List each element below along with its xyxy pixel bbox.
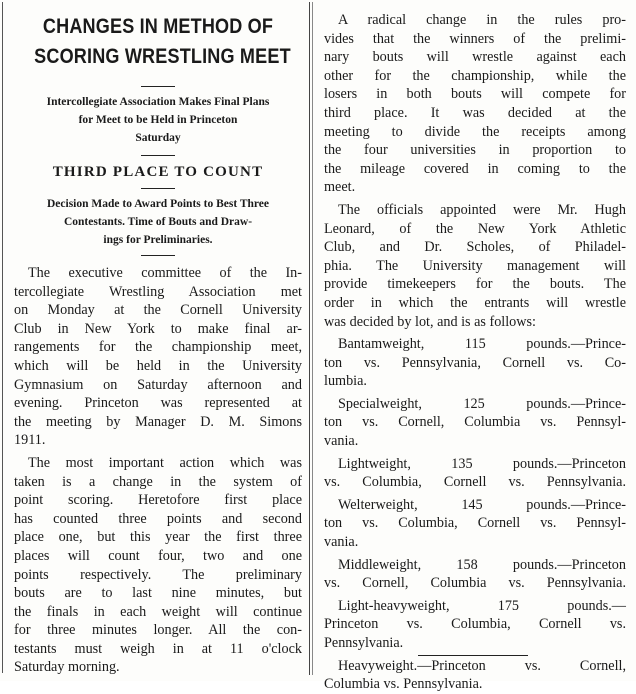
first-deck-line: for Meet to be Held in Princeton [78,114,238,126]
headline [34,12,291,72]
body-paragraph [324,11,626,197]
end-of-article-rule [418,655,528,656]
weight-class-entry [324,455,626,492]
text-line: meet. [324,179,356,196]
column-divider [309,2,310,675]
weight-class-entry [324,496,626,552]
weight-class-entry [324,597,626,653]
body-paragraph [14,454,302,677]
headline-line-1: CHANGES IN METHOD OF [42,15,274,38]
text-line: the meeting by Manager D. M. Simons [14,413,302,430]
text-line: Club in New York to make final ar- [14,320,302,337]
text-line: points respectively. The preliminary [14,566,302,583]
text-line: 1911. [14,432,46,449]
text-line: testants must weigh in at 11 o'clock [14,640,302,657]
weight-class-entry [324,395,626,451]
text-line: nary bouts will wrestle against each [324,49,626,66]
second-deck-line: ings for Preliminaries. [103,234,213,246]
text-line: Light-heavyweight, 175 pounds.— [338,597,626,614]
first-deck-line: Intercollegiate Association Makes Final Plans [46,96,270,108]
text-line: Gymnasium on Saturday afternoon and [14,376,302,393]
text-line: Club, and Dr. Scholes, of Philadel- [324,239,626,256]
left-column-border [2,2,3,673]
text-line: Leonard, of the New York Athletic [324,220,626,237]
headline-line-2: SCORING WRESTLING MEET [34,45,291,68]
text-line: for three minutes longer. All the con- [14,622,302,639]
text-line: The most important action which was [28,454,302,471]
text-line: vs. Columbia, Cornell vs. Pennsylvania. [324,474,626,491]
text-line: The officials appointed were Mr. Hugh [338,201,626,218]
right-column [324,0,626,694]
body-paragraph [14,264,302,450]
weight-class-entry [324,335,626,391]
text-line: The executive committee of the In- [28,265,302,281]
subhead: THIRD PLACE TO COUNT [52,164,264,180]
text-line: A radical change in the rules pro- [338,12,626,28]
second-deck [14,195,302,249]
body-paragraph [324,201,626,331]
text-line: third place. It was decided at the [324,104,626,121]
text-line: meeting to divide the receipts among [324,123,626,140]
text-line: phia. The University management will [324,257,626,274]
left-column [14,0,302,677]
text-line: point scoring. Heretofore first place [14,492,302,509]
text-line: rangements for the championship meet, [14,339,302,356]
second-deck-line: Contestants. Time of Bouts and Draw- [63,216,253,228]
text-line: vs. Cornell, Columbia vs. Pennsylvania. [324,575,626,592]
text-line: the mileage covered in coming to the [324,160,626,177]
text-line: the four universities in proportion to [324,142,626,159]
text-line: Heavyweight.—Princeton vs. Cornell, [338,657,626,674]
text-line: other for the championship, while the [324,67,626,84]
text-line: Lightweight, 135 pounds.—Princeton [338,455,626,472]
text-line: Bantamweight, 115 pounds.—Prince- [338,336,626,353]
text-line: was decided by lot, and is as follows: [324,313,536,330]
text-line: which will be held in the University [14,357,302,374]
weight-class-entry [324,556,626,593]
text-line: taken is a change in the system of [14,473,302,490]
text-line: ton vs. Cornell, Columbia vs. Pennsyl- [324,414,626,431]
text-line: ton vs. Pennsylvania, Cornell vs. Co- [324,354,626,371]
text-line: Welterweight, 145 pounds.—Prince- [338,496,626,513]
first-deck-line: Saturday [135,132,181,144]
text-line: places will count four, two and one [14,547,302,564]
text-line: lumbia. [324,373,367,390]
weight-class-entry [324,657,626,694]
text-line: provide timekeepers for the bouts. The [324,276,626,293]
text-line: the finals in each weight will continue [14,603,302,620]
text-line: vania. [324,534,359,551]
text-line: Specialweight, 125 pounds.—Prince- [338,395,626,412]
text-line: Pennsylvania. [324,635,404,651]
text-line: bouts are to last nine minutes, but [14,585,302,602]
first-deck [14,93,302,147]
text-line: Saturday morning. [14,659,120,676]
text-line: Columbia vs. Pennsylvania. [324,676,483,693]
text-line: order in which the entrants will wrestle [324,294,626,311]
text-line: evening. Princeton was represented at [14,395,302,412]
text-line: on Monday at the Cornell University [14,302,302,319]
text-line: vides that the winners of the prelimi- [324,30,626,47]
text-line: ton vs. Columbia, Cornell vs. Pennsyl- [324,515,626,532]
text-line: has counted three points and second [14,510,302,527]
text-line: place one, but this year the first three [14,529,302,546]
text-line: tercollegiate Wrestling Association met [14,283,302,300]
text-line: Middleweight, 158 pounds.—Princeton [338,556,626,573]
text-line: vania. [324,433,359,450]
column-divider-secondary [312,2,313,675]
text-line: Princeton vs. Columbia, Cornell vs. [324,616,626,633]
text-line: losers in both bouts will compete for [324,86,626,103]
second-deck-line: Decision Made to Award Points to Best Three [47,198,269,210]
